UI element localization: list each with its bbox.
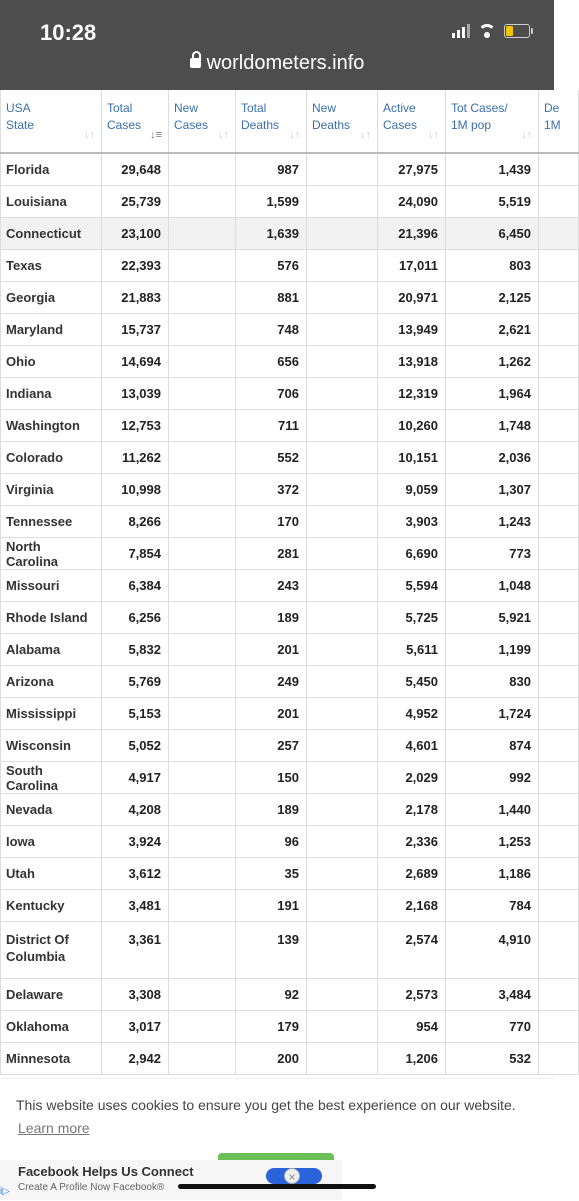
table-row — [1, 570, 579, 602]
cell-deaths-per-million — [539, 762, 579, 794]
cell-cases-per-million: 2,036 — [446, 442, 539, 474]
ad-banner[interactable] — [0, 1160, 342, 1200]
cell-total-deaths: 249 — [236, 666, 307, 698]
cell-deaths-per-million — [539, 826, 579, 858]
cell-new-cases — [169, 378, 236, 410]
cell-new-deaths — [307, 218, 378, 250]
table-row — [1, 666, 579, 698]
cell-active-cases: 13,949 — [378, 314, 446, 346]
cell-total-deaths: 281 — [236, 538, 307, 570]
cell-total-deaths: 1,639 — [236, 218, 307, 250]
cell-cases-per-million: 1,748 — [446, 410, 539, 442]
cell-active-cases: 4,952 — [378, 698, 446, 730]
cell-deaths-per-million — [539, 410, 579, 442]
cell-state: Indiana — [1, 378, 102, 410]
cell-new-cases — [169, 666, 236, 698]
cell-new-cases — [169, 698, 236, 730]
table-row — [1, 378, 579, 410]
cell-total-deaths: 96 — [236, 826, 307, 858]
cell-total-cases: 5,153 — [102, 698, 169, 730]
table-row — [1, 442, 579, 474]
cell-active-cases: 21,396 — [378, 218, 446, 250]
cell-total-deaths: 552 — [236, 442, 307, 474]
cell-state: Wisconsin — [1, 730, 102, 762]
cell-state: Colorado — [1, 442, 102, 474]
cell-active-cases: 20,971 — [378, 282, 446, 314]
cell-total-deaths: 191 — [236, 890, 307, 922]
cell-active-cases: 3,903 — [378, 506, 446, 538]
cell-cases-per-million: 1,307 — [446, 474, 539, 506]
states-table-container[interactable] — [0, 90, 561, 1078]
cell-cases-per-million: 5,921 — [446, 602, 539, 634]
cell-cases-per-million: 5,519 — [446, 186, 539, 218]
sort-icon: ↓↑ — [360, 129, 371, 141]
table-row — [1, 922, 579, 979]
col-header-active-cases[interactable]: Active Cases ↓↑ — [378, 90, 446, 153]
cell-total-deaths: 576 — [236, 250, 307, 282]
cell-deaths-per-million — [539, 890, 579, 922]
cell-total-cases: 12,753 — [102, 410, 169, 442]
cell-new-cases — [169, 250, 236, 282]
cell-new-deaths — [307, 858, 378, 890]
col-header-new-deaths[interactable]: New Deaths ↓↑ — [307, 90, 378, 153]
cell-new-cases — [169, 826, 236, 858]
cell-deaths-per-million — [539, 698, 579, 730]
cell-new-deaths — [307, 762, 378, 794]
cell-total-cases: 6,256 — [102, 602, 169, 634]
cell-new-cases — [169, 602, 236, 634]
cell-new-deaths — [307, 634, 378, 666]
cell-cases-per-million: 1,439 — [446, 153, 539, 186]
table-row — [1, 979, 579, 1011]
table-row — [1, 153, 579, 186]
cell-new-deaths — [307, 666, 378, 698]
cell-deaths-per-million — [539, 979, 579, 1011]
cell-new-cases — [169, 1011, 236, 1043]
home-indicator[interactable] — [178, 1184, 376, 1189]
cell-new-deaths — [307, 730, 378, 762]
cell-total-cases: 7,854 — [102, 538, 169, 570]
cell-active-cases: 5,450 — [378, 666, 446, 698]
cell-deaths-per-million — [539, 282, 579, 314]
cell-deaths-per-million — [539, 634, 579, 666]
cell-new-deaths — [307, 282, 378, 314]
cell-total-cases: 3,361 — [102, 922, 169, 979]
cell-new-deaths — [307, 250, 378, 282]
cell-cases-per-million: 6,450 — [446, 218, 539, 250]
cell-total-cases: 5,832 — [102, 634, 169, 666]
cell-state: North Carolina — [1, 538, 102, 570]
cell-cases-per-million: 770 — [446, 1011, 539, 1043]
cell-new-cases — [169, 794, 236, 826]
cell-new-cases — [169, 153, 236, 186]
table-row — [1, 282, 579, 314]
cell-active-cases: 27,975 — [378, 153, 446, 186]
cell-active-cases: 5,725 — [378, 602, 446, 634]
cell-total-deaths: 35 — [236, 858, 307, 890]
cell-new-deaths — [307, 570, 378, 602]
cell-deaths-per-million — [539, 506, 579, 538]
cell-cases-per-million: 803 — [446, 250, 539, 282]
cell-total-cases: 22,393 — [102, 250, 169, 282]
cell-deaths-per-million — [539, 730, 579, 762]
cell-total-cases: 21,883 — [102, 282, 169, 314]
cell-total-cases: 2,942 — [102, 1043, 169, 1075]
cell-new-deaths — [307, 153, 378, 186]
cell-cases-per-million: 532 — [446, 1043, 539, 1075]
cell-total-cases: 25,739 — [102, 186, 169, 218]
cell-new-cases — [169, 890, 236, 922]
browser-header — [0, 0, 554, 90]
cell-new-deaths — [307, 979, 378, 1011]
cell-total-deaths: 179 — [236, 1011, 307, 1043]
cell-active-cases: 2,168 — [378, 890, 446, 922]
cell-new-cases — [169, 922, 236, 979]
cell-state: Louisiana — [1, 186, 102, 218]
cell-total-cases: 6,384 — [102, 570, 169, 602]
table-row — [1, 250, 579, 282]
cell-new-cases — [169, 186, 236, 218]
cell-new-cases — [169, 762, 236, 794]
cell-active-cases: 2,574 — [378, 922, 446, 979]
cell-state: Nevada — [1, 794, 102, 826]
cell-total-cases: 5,769 — [102, 666, 169, 698]
cell-state: Texas — [1, 250, 102, 282]
cell-total-deaths: 1,599 — [236, 186, 307, 218]
table-row — [1, 1011, 579, 1043]
ad-subtitle: Create A Profile Now Facebook® — [18, 1182, 165, 1193]
cell-total-deaths: 243 — [236, 570, 307, 602]
col-header-total-cases[interactable]: Total Cases ↓≡ — [102, 90, 169, 153]
cell-cases-per-million: 1,253 — [446, 826, 539, 858]
cell-new-cases — [169, 858, 236, 890]
sort-icon: ↓↑ — [218, 129, 229, 141]
cell-deaths-per-million — [539, 218, 579, 250]
lock-icon — [190, 58, 201, 68]
learn-more-link[interactable]: Learn more — [18, 1120, 90, 1136]
cell-state: South Carolina — [1, 762, 102, 794]
cell-state: Florida — [1, 153, 102, 186]
cell-active-cases: 2,336 — [378, 826, 446, 858]
table-row — [1, 218, 579, 250]
cell-state: Rhode Island — [1, 602, 102, 634]
cell-total-deaths: 200 — [236, 1043, 307, 1075]
table-row — [1, 474, 579, 506]
cell-total-cases: 29,648 — [102, 153, 169, 186]
cell-active-cases: 2,029 — [378, 762, 446, 794]
col-header-cases-per-million[interactable]: Tot Cases/ 1M pop ↓↑ — [446, 90, 539, 153]
sort-icon: ↓↑ — [428, 129, 439, 141]
table-row — [1, 858, 579, 890]
cell-deaths-per-million — [539, 538, 579, 570]
cell-total-cases: 3,612 — [102, 858, 169, 890]
states-table — [0, 90, 579, 1075]
cell-state: Utah — [1, 858, 102, 890]
table-row — [1, 602, 579, 634]
cell-deaths-per-million — [539, 922, 579, 979]
cell-state: Kentucky — [1, 890, 102, 922]
status-time: 10:28 — [40, 20, 97, 45]
cell-cases-per-million: 1,964 — [446, 378, 539, 410]
ad-info-icon[interactable]: i▷ — [0, 1186, 10, 1197]
cell-total-deaths: 201 — [236, 634, 307, 666]
cell-total-deaths: 706 — [236, 378, 307, 410]
table-row — [1, 346, 579, 378]
cell-deaths-per-million — [539, 666, 579, 698]
cell-new-deaths — [307, 506, 378, 538]
cell-deaths-per-million — [539, 1011, 579, 1043]
url-text: worldometers.info — [206, 52, 365, 74]
sort-icon: ↓↑ — [84, 129, 95, 141]
cell-cases-per-million: 2,125 — [446, 282, 539, 314]
cell-active-cases: 5,611 — [378, 634, 446, 666]
cell-new-cases — [169, 218, 236, 250]
cell-new-cases — [169, 314, 236, 346]
cell-new-cases — [169, 979, 236, 1011]
ad-title: Facebook Helps Us Connect — [18, 1164, 194, 1179]
cell-total-deaths: 189 — [236, 794, 307, 826]
table-row — [1, 186, 579, 218]
cookie-message: This website uses cookies to ensure you get the best experience on our website. — [16, 1097, 516, 1113]
cell-active-cases: 954 — [378, 1011, 446, 1043]
cell-deaths-per-million — [539, 442, 579, 474]
cell-state: Missouri — [1, 570, 102, 602]
cell-new-deaths — [307, 186, 378, 218]
cell-total-cases: 3,308 — [102, 979, 169, 1011]
table-row — [1, 634, 579, 666]
cell-total-cases: 23,100 — [102, 218, 169, 250]
cell-active-cases: 12,319 — [378, 378, 446, 410]
cell-total-deaths: 372 — [236, 474, 307, 506]
cell-state: Arizona — [1, 666, 102, 698]
table-row — [1, 762, 579, 794]
cell-total-deaths: 170 — [236, 506, 307, 538]
cell-active-cases: 2,573 — [378, 979, 446, 1011]
cell-state: Connecticut — [1, 218, 102, 250]
cell-new-deaths — [307, 442, 378, 474]
cell-cases-per-million: 1,243 — [446, 506, 539, 538]
cell-total-cases: 11,262 — [102, 442, 169, 474]
cell-state: Georgia — [1, 282, 102, 314]
cell-state: Mississippi — [1, 698, 102, 730]
cell-active-cases: 5,594 — [378, 570, 446, 602]
cell-deaths-per-million — [539, 314, 579, 346]
cell-deaths-per-million — [539, 1043, 579, 1075]
cell-cases-per-million: 784 — [446, 890, 539, 922]
cell-new-deaths — [307, 1043, 378, 1075]
cell-new-deaths — [307, 474, 378, 506]
table-body — [1, 153, 579, 1075]
cell-new-cases — [169, 538, 236, 570]
cell-deaths-per-million — [539, 794, 579, 826]
table-header-row — [1, 90, 579, 153]
cell-total-cases: 13,039 — [102, 378, 169, 410]
cell-cases-per-million: 874 — [446, 730, 539, 762]
sort-icon: ↓↑ — [289, 129, 300, 141]
cell-state: Virginia — [1, 474, 102, 506]
sort-desc-icon: ↓≡ — [150, 129, 162, 141]
cell-total-deaths: 656 — [236, 346, 307, 378]
close-icon[interactable]: × — [284, 1168, 300, 1184]
cell-active-cases: 2,689 — [378, 858, 446, 890]
cell-new-deaths — [307, 698, 378, 730]
cell-total-cases: 3,017 — [102, 1011, 169, 1043]
cell-state: District Of Columbia — [1, 922, 102, 979]
cell-total-deaths: 92 — [236, 979, 307, 1011]
cell-deaths-per-million — [539, 346, 579, 378]
table-row — [1, 698, 579, 730]
cell-cases-per-million: 1,724 — [446, 698, 539, 730]
cell-new-deaths — [307, 794, 378, 826]
cell-total-cases: 3,924 — [102, 826, 169, 858]
address-bar[interactable] — [0, 52, 554, 75]
cell-total-deaths: 201 — [236, 698, 307, 730]
col-header-deaths-per-million[interactable]: De 1M — [539, 90, 579, 153]
cell-deaths-per-million — [539, 858, 579, 890]
cell-new-cases — [169, 442, 236, 474]
cell-total-cases: 14,694 — [102, 346, 169, 378]
cell-new-deaths — [307, 410, 378, 442]
cell-deaths-per-million — [539, 570, 579, 602]
cell-new-cases — [169, 506, 236, 538]
cell-cases-per-million: 4,910 — [446, 922, 539, 979]
cell-active-cases: 10,260 — [378, 410, 446, 442]
cell-total-cases: 4,208 — [102, 794, 169, 826]
cell-cases-per-million: 1,440 — [446, 794, 539, 826]
cell-new-cases — [169, 410, 236, 442]
cell-state: Iowa — [1, 826, 102, 858]
cell-active-cases: 4,601 — [378, 730, 446, 762]
cell-total-deaths: 881 — [236, 282, 307, 314]
table-row — [1, 314, 579, 346]
status-icons — [452, 24, 530, 38]
cell-state: Delaware — [1, 979, 102, 1011]
cell-total-cases: 4,917 — [102, 762, 169, 794]
cell-deaths-per-million — [539, 602, 579, 634]
cell-total-cases: 15,737 — [102, 314, 169, 346]
cell-new-cases — [169, 346, 236, 378]
cell-total-deaths: 711 — [236, 410, 307, 442]
cell-total-deaths: 139 — [236, 922, 307, 979]
cell-new-cases — [169, 474, 236, 506]
cell-cases-per-million: 992 — [446, 762, 539, 794]
cell-new-deaths — [307, 890, 378, 922]
cell-active-cases: 13,918 — [378, 346, 446, 378]
cell-active-cases: 10,151 — [378, 442, 446, 474]
cell-cases-per-million: 2,621 — [446, 314, 539, 346]
cell-total-cases: 5,052 — [102, 730, 169, 762]
table-row — [1, 538, 579, 570]
cell-cases-per-million: 1,186 — [446, 858, 539, 890]
cell-new-deaths — [307, 1011, 378, 1043]
cell-active-cases: 1,206 — [378, 1043, 446, 1075]
cell-deaths-per-million — [539, 153, 579, 186]
cell-new-cases — [169, 634, 236, 666]
cell-new-deaths — [307, 538, 378, 570]
cell-cases-per-million: 773 — [446, 538, 539, 570]
table-row — [1, 506, 579, 538]
cell-active-cases: 17,011 — [378, 250, 446, 282]
cell-state: Ohio — [1, 346, 102, 378]
cell-state: Minnesota — [1, 1043, 102, 1075]
cell-new-cases — [169, 570, 236, 602]
cell-active-cases: 24,090 — [378, 186, 446, 218]
cell-total-cases: 10,998 — [102, 474, 169, 506]
table-row — [1, 890, 579, 922]
col-header-new-cases[interactable]: New Cases ↓↑ — [169, 90, 236, 153]
cell-state: Alabama — [1, 634, 102, 666]
cell-new-cases — [169, 1043, 236, 1075]
table-row — [1, 410, 579, 442]
cell-cases-per-million: 1,199 — [446, 634, 539, 666]
cell-total-deaths: 748 — [236, 314, 307, 346]
wifi-icon — [478, 24, 496, 38]
cell-new-cases — [169, 282, 236, 314]
table-row — [1, 794, 579, 826]
table-row — [1, 1043, 579, 1075]
table-row — [1, 826, 579, 858]
cell-total-cases: 8,266 — [102, 506, 169, 538]
cell-total-deaths: 150 — [236, 762, 307, 794]
cell-cases-per-million: 830 — [446, 666, 539, 698]
cell-new-deaths — [307, 346, 378, 378]
cell-state: Tennessee — [1, 506, 102, 538]
cell-cases-per-million: 3,484 — [446, 979, 539, 1011]
cell-new-deaths — [307, 922, 378, 979]
cell-state: Washington — [1, 410, 102, 442]
cell-deaths-per-million — [539, 474, 579, 506]
cell-total-deaths: 189 — [236, 602, 307, 634]
col-header-total-deaths[interactable]: Total Deaths ↓↑ — [236, 90, 307, 153]
col-header-state[interactable]: USA State ↓↑ — [1, 90, 102, 153]
cell-new-deaths — [307, 602, 378, 634]
cell-active-cases: 6,690 — [378, 538, 446, 570]
cell-total-deaths: 257 — [236, 730, 307, 762]
cell-active-cases: 2,178 — [378, 794, 446, 826]
cell-active-cases: 9,059 — [378, 474, 446, 506]
cell-deaths-per-million — [539, 250, 579, 282]
cell-state: Oklahoma — [1, 1011, 102, 1043]
cell-new-cases — [169, 730, 236, 762]
cellular-signal-icon — [452, 24, 470, 38]
cell-total-deaths: 987 — [236, 153, 307, 186]
cell-new-deaths — [307, 378, 378, 410]
cell-state: Maryland — [1, 314, 102, 346]
cell-new-deaths — [307, 314, 378, 346]
cell-deaths-per-million — [539, 186, 579, 218]
table-row — [1, 730, 579, 762]
cell-cases-per-million: 1,048 — [446, 570, 539, 602]
battery-icon — [504, 24, 530, 38]
cell-cases-per-million: 1,262 — [446, 346, 539, 378]
cell-deaths-per-million — [539, 378, 579, 410]
sort-icon: ↓↑ — [521, 129, 532, 141]
cell-total-cases: 3,481 — [102, 890, 169, 922]
cell-new-deaths — [307, 826, 378, 858]
